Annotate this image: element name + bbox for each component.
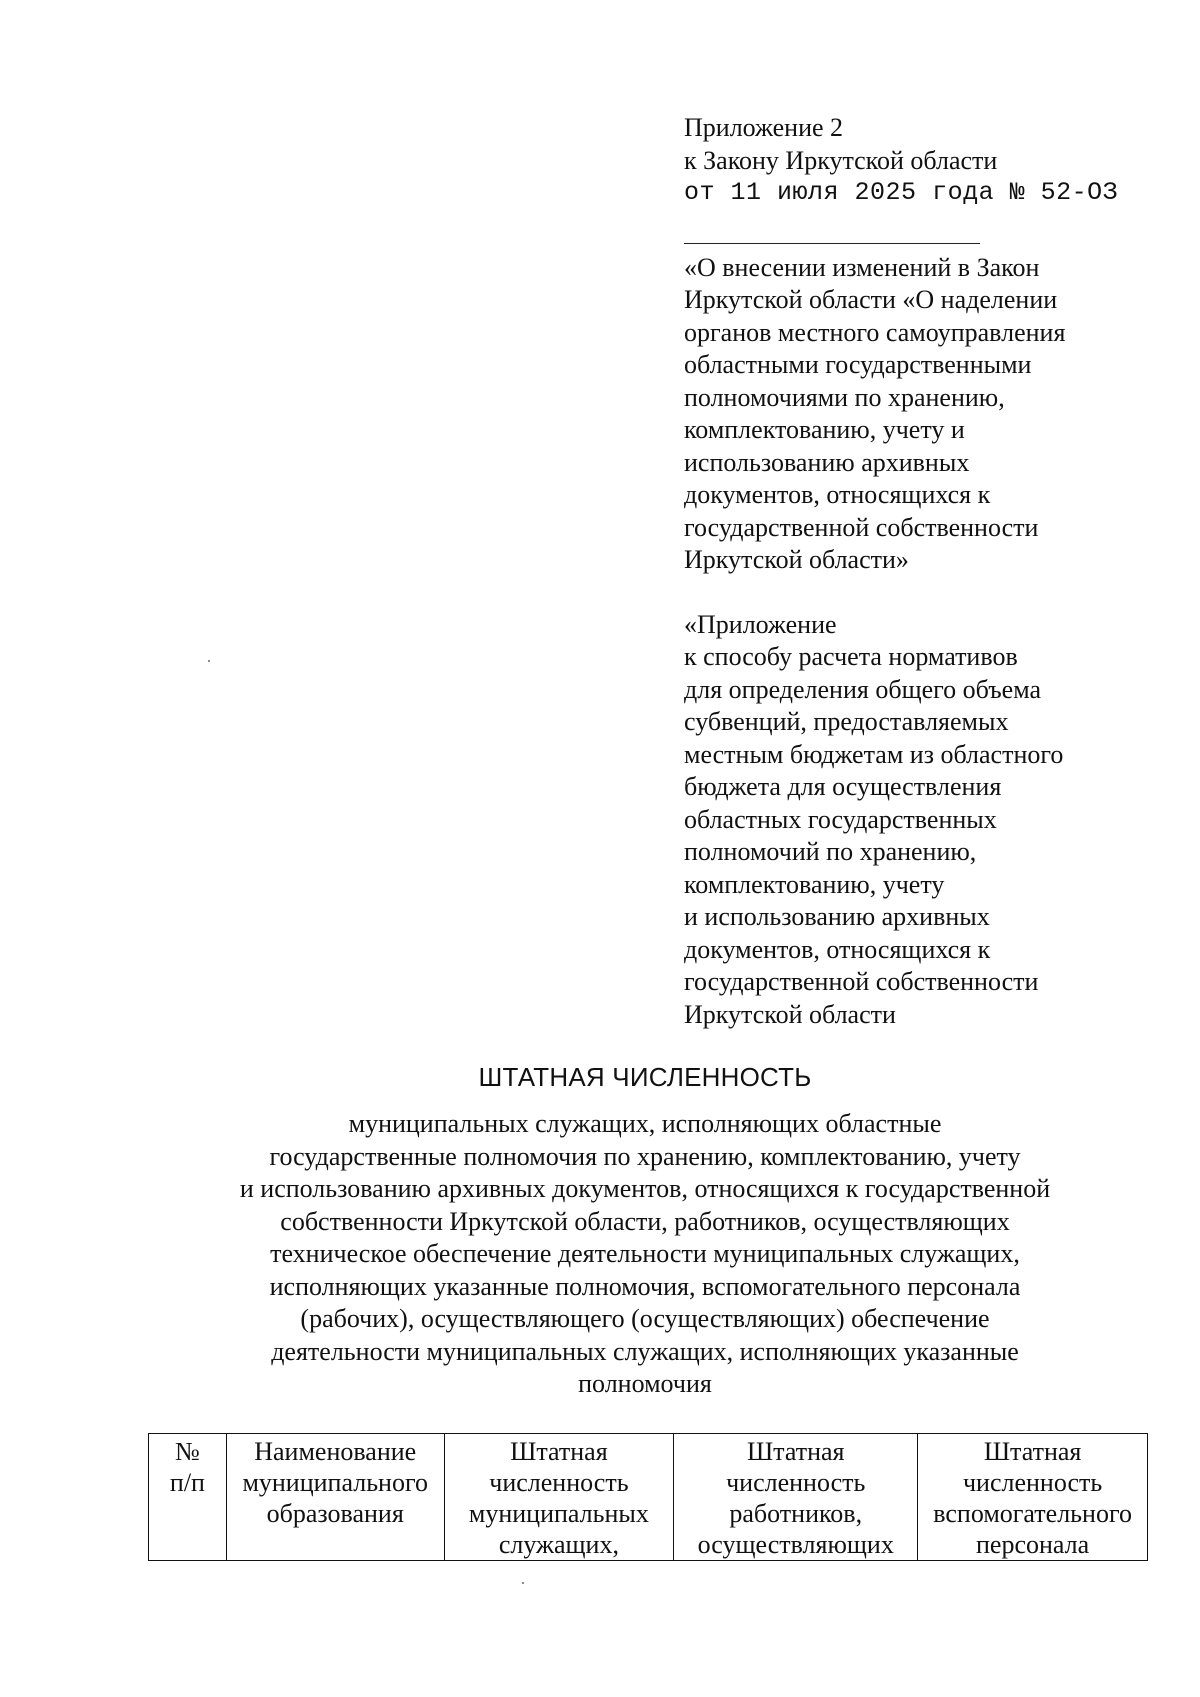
law-title-line: использованию архивных — [684, 447, 970, 477]
subtitle-line: исполняющих указанные полномочия, вспомогательного персонала — [269, 1271, 1021, 1301]
subtitle-line: деятельности муниципальных служащих, исполняющих указанные — [271, 1336, 1019, 1366]
sub-appendix-line: для определения общего объема — [684, 674, 1042, 704]
header-cell-municipal-employees — [444, 1434, 674, 1561]
header-cell-number — [149, 1434, 227, 1561]
law-title-line: органов местного самоуправления — [684, 317, 1066, 347]
header-text: Штатная — [983, 1437, 1082, 1466]
law-title — [684, 252, 1164, 577]
law-date: 11 июля 2025 года № 52-ОЗ — [730, 178, 1119, 207]
header-text: осуществляющих — [697, 1530, 894, 1559]
header-text: численность — [962, 1468, 1103, 1497]
header-text: численность — [726, 1468, 866, 1497]
header-text: Штатная — [510, 1437, 608, 1466]
header-text: Штатная — [746, 1437, 845, 1466]
header-text: персонала — [976, 1530, 1090, 1559]
sub-appendix-line: местным бюджетам из областного — [684, 739, 1064, 769]
sub-appendix-line: субвенций, предоставляемых — [684, 707, 1009, 736]
subtitle-line: государственные полномочия по хранению, комплектованию, учету — [269, 1141, 1021, 1171]
sub-appendix-line: документов, относящихся к — [684, 934, 991, 964]
law-title-line: комплектованию, учету и — [684, 415, 965, 444]
appendix-header — [684, 112, 1164, 1031]
document-title: ШТАТНАЯ ЧИСЛЕННОСТЬ — [478, 1062, 812, 1092]
header-cell-auxiliary-staff — [918, 1434, 1148, 1561]
sub-appendix-line: комплектованию, учету — [684, 869, 945, 899]
table-header-row — [149, 1434, 1148, 1561]
header-text: вспомогательного — [933, 1499, 1132, 1528]
subtitle-line: (рабочих), осуществляющего (осуществляющих) обеспечение — [300, 1304, 990, 1333]
header-text: численность — [489, 1468, 629, 1497]
sub-appendix-line: к способу расчета нормативов — [684, 642, 1018, 671]
sub-appendix-line: и использованию архивных — [684, 902, 990, 931]
appendix-number: Приложение 2 — [684, 113, 844, 142]
subtitle-line: полномочия — [578, 1369, 712, 1398]
law-title-line: областными государственными — [684, 350, 1032, 379]
header-text: муниципальных — [468, 1499, 649, 1528]
subtitle-line: техническое обеспечение деятельности муниципальных служащих, — [270, 1239, 1020, 1268]
separator-line — [684, 243, 980, 244]
header-text: служащих, — [498, 1530, 619, 1559]
header-text: п/п — [169, 1468, 205, 1497]
scan-speck — [522, 1582, 524, 1584]
law-reference: к Закону Иркутской области — [684, 145, 998, 175]
header-text: Наименование — [254, 1437, 417, 1466]
sub-appendix-line: Иркутской области — [684, 999, 896, 1029]
staff-table — [148, 1433, 1148, 1561]
header-text: № — [175, 1437, 200, 1466]
header-text: работников, — [729, 1499, 863, 1528]
subtitle-line: муниципальных служащих, исполняющих областные — [348, 1109, 942, 1138]
header-cell-municipality — [226, 1434, 444, 1561]
document-subtitle — [160, 1108, 1130, 1401]
subtitle-line: и использованию архивных документов, относящихся к государственной — [239, 1174, 1051, 1203]
law-title-line: «О внесении изменений в Закон — [684, 252, 1040, 282]
sub-appendix-title — [684, 609, 1164, 1032]
subtitle-line: собственности Иркутской области, работников, осуществляющих — [280, 1206, 1010, 1236]
sub-appendix-line: бюджета для осуществления — [684, 772, 1002, 801]
law-title-line: Иркутской области» — [684, 545, 909, 574]
header-cell-technical-staff — [674, 1434, 918, 1561]
scan-speck — [208, 660, 210, 662]
sub-appendix-line: полномочий по хранению, — [684, 837, 977, 866]
date-prefix: от — [684, 178, 716, 207]
header-text: муниципального — [242, 1468, 428, 1497]
law-title-line: Иркутской области «О наделении — [684, 285, 1058, 314]
sub-appendix-line: «Приложение — [684, 609, 837, 639]
law-date-line — [684, 177, 1164, 210]
law-title-line: полномочиями по хранению, — [684, 382, 1005, 412]
sub-appendix-line: государственной собственности — [684, 967, 1039, 996]
law-title-line: документов, относящихся к — [684, 480, 991, 509]
sub-appendix-line: областных государственных — [684, 804, 997, 834]
law-title-line: государственной собственности — [684, 512, 1039, 542]
header-text: образования — [266, 1499, 404, 1528]
